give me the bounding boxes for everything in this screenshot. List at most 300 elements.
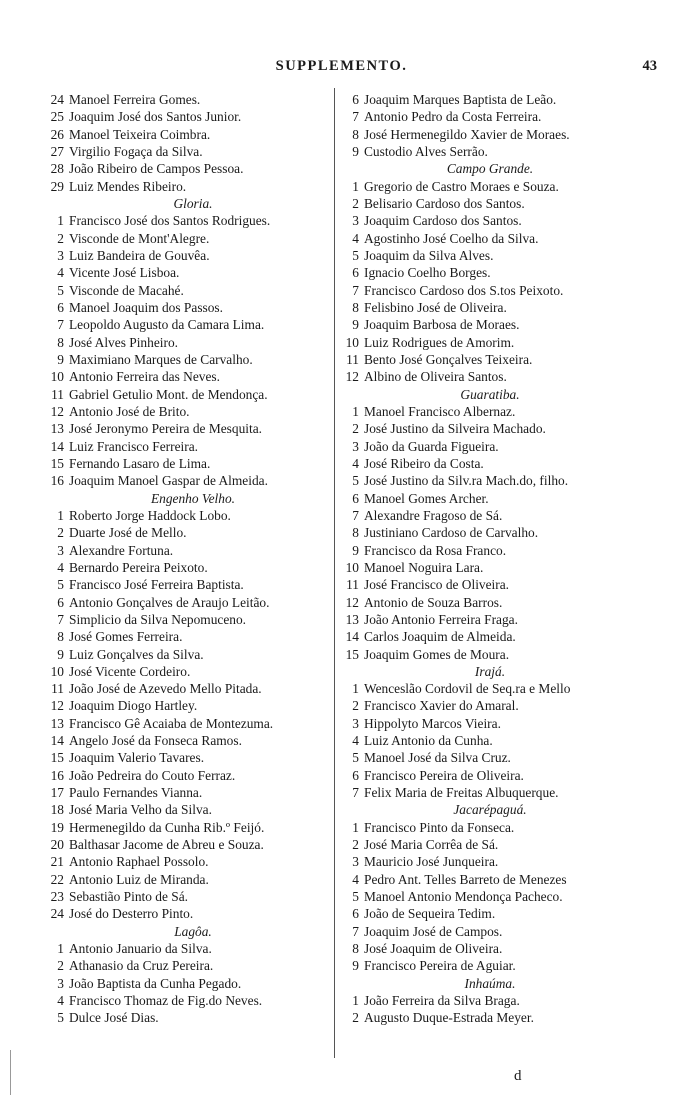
entry-name: Dulce José Dias. (69, 1010, 159, 1026)
list-item (335, 628, 635, 645)
list-item (40, 628, 336, 645)
entry-name: Manoel Noguira Lara. (364, 559, 484, 575)
list-item (40, 264, 336, 281)
list-item (335, 230, 635, 247)
entry-number: 6 (57, 299, 64, 315)
entry-name: Antonio José de Brito. (69, 403, 190, 419)
list-item (335, 108, 635, 125)
list-item (335, 836, 635, 853)
entry-name: Roberto Jorge Haddock Lobo. (69, 507, 231, 523)
list-item (335, 455, 635, 472)
entry-number: 16 (50, 767, 64, 783)
list-item (40, 351, 336, 368)
entry-name: Gregorio de Castro Moraes e Souza. (364, 178, 559, 194)
entry-number: 23 (50, 889, 64, 905)
entry-number: 12 (50, 698, 64, 714)
entry-number: 15 (345, 646, 359, 662)
entry-name: Ignacio Coelho Borges. (364, 265, 491, 281)
list-item (40, 975, 336, 992)
entry-number: 1 (352, 178, 359, 194)
entry-name: José Joaquim de Oliveira. (364, 941, 503, 957)
section-heading: Inhaúma. (464, 975, 516, 991)
list-item (40, 715, 336, 732)
entry-number: 14 (50, 438, 64, 454)
entry-name: Augusto Duque-Estrada Meyer. (364, 1010, 534, 1026)
entry-name: Bento José Gonçalves Teixeira. (364, 351, 533, 367)
entry-number: 8 (57, 334, 64, 350)
entry-number: 3 (352, 213, 359, 229)
list-item (40, 957, 336, 974)
list-item (335, 905, 635, 922)
entry-number: 9 (352, 317, 359, 333)
entry-number: 3 (352, 715, 359, 731)
list-item (40, 697, 336, 714)
entry-number: 4 (352, 733, 359, 749)
entry-number: 29 (50, 178, 64, 194)
list-item (40, 767, 336, 784)
list-item (40, 108, 336, 125)
entry-number: 17 (50, 785, 64, 801)
entry-name: Luiz Antonio da Cunha. (364, 733, 493, 749)
entry-name: Francisco Pereira de Oliveira. (364, 767, 524, 783)
list-item (335, 403, 635, 420)
entry-number: 21 (50, 854, 64, 870)
entry-number: 2 (57, 230, 64, 246)
section-heading: Engenho Velho. (150, 490, 236, 506)
entry-name: José Gomes Ferreira. (69, 629, 183, 645)
left-column (40, 91, 336, 1027)
list-item (40, 455, 336, 472)
list-item (40, 507, 336, 524)
list-item (40, 594, 336, 611)
entry-number: 24 (50, 906, 64, 922)
entry-number: 3 (352, 854, 359, 870)
list-item (40, 334, 336, 351)
list-item (40, 178, 336, 195)
page-title: SUPPLEMENTO. (275, 58, 408, 74)
entry-name: Visconde de Mont'Alegre. (69, 230, 210, 246)
entry-number: 3 (57, 975, 64, 991)
entry-name: Custodio Alves Serrão. (364, 143, 488, 159)
entry-name: Francisco Xavier do Amaral. (364, 698, 519, 714)
entry-number: 13 (50, 421, 64, 437)
entry-number: 2 (352, 421, 359, 437)
list-item (335, 126, 635, 143)
list-item (40, 143, 336, 160)
entry-number: 8 (352, 941, 359, 957)
entry-name: João José de Azevedo Mello Pitada. (69, 681, 262, 697)
list-item (335, 732, 635, 749)
entry-number: 6 (352, 265, 359, 281)
entry-number: 1 (352, 681, 359, 697)
entry-number: 27 (50, 143, 64, 159)
entry-number: 8 (352, 299, 359, 315)
entry-name: José Francisco de Oliveira. (364, 577, 510, 593)
entry-name: Joaquim da Silva Alves. (364, 247, 494, 263)
entry-name: Manoel Francisco Albernaz. (364, 403, 516, 419)
entry-number: 18 (50, 802, 64, 818)
list-item (40, 403, 336, 420)
entry-number: 7 (57, 317, 64, 333)
entry-number: 13 (345, 611, 359, 627)
entry-number: 2 (57, 958, 64, 974)
list-item (40, 472, 336, 489)
entry-number: 3 (352, 438, 359, 454)
entry-name: Mauricio José Junqueira. (364, 854, 499, 870)
entry-name: Manoel Antonio Mendonça Pacheco. (364, 889, 563, 905)
list-item (40, 853, 336, 870)
list-item (335, 923, 635, 940)
entry-number: 5 (57, 282, 64, 298)
entry-name: Angelo José da Fonseca Ramos. (69, 733, 242, 749)
entry-number: 1 (352, 993, 359, 1009)
entry-number: 9 (57, 351, 64, 367)
entry-name: Antonio Januario da Silva. (69, 941, 212, 957)
list-item (335, 507, 635, 524)
entry-number: 2 (352, 698, 359, 714)
list-item (335, 490, 635, 507)
list-item (335, 472, 635, 489)
entry-number: 11 (51, 386, 64, 402)
entry-name: Antonio de Souza Barros. (364, 594, 503, 610)
list-item (335, 438, 635, 455)
signature-mark: d (514, 1068, 522, 1084)
entry-name: Francisco Cardoso dos S.tos Peixoto. (364, 282, 564, 298)
entry-name: Manoel José da Silva Cruz. (364, 750, 511, 766)
page-number: 43 (642, 58, 657, 74)
list-item (335, 212, 635, 229)
list-item (40, 160, 336, 177)
list-item (335, 559, 635, 576)
entry-number: 5 (57, 577, 64, 593)
list-item (335, 853, 635, 870)
entry-number: 4 (352, 230, 359, 246)
entry-name: Felisbino José de Oliveira. (364, 299, 507, 315)
list-item (40, 992, 336, 1009)
list-item (40, 819, 336, 836)
entry-number: 5 (57, 1010, 64, 1026)
entry-number: 12 (50, 403, 64, 419)
list-item (40, 91, 336, 108)
entry-name: Joaquim Barbosa de Moraes. (364, 317, 520, 333)
list-item (40, 524, 336, 541)
entry-number: 4 (352, 455, 359, 471)
section-heading: Campo Grande. (446, 161, 534, 177)
entry-name: Francisco da Rosa Franco. (364, 542, 507, 558)
entry-name: José Hermenegildo Xavier de Moraes. (364, 126, 570, 142)
list-item (335, 749, 635, 766)
list-item (40, 368, 336, 385)
entry-name: Manoel Ferreira Gomes. (69, 92, 201, 107)
list-item (335, 316, 635, 333)
entry-name: José Alves Pinheiro. (69, 334, 178, 350)
entry-number: 7 (352, 923, 359, 939)
entry-name: Manoel Joaquim dos Passos. (69, 299, 223, 315)
entry-name: Albino de Oliveira Santos. (364, 369, 507, 385)
entry-name: João Pedreira do Couto Ferraz. (69, 767, 236, 783)
entry-name: Justiniano Cardoso de Carvalho. (364, 525, 539, 541)
list-item (40, 420, 336, 437)
entry-number: 12 (345, 594, 359, 610)
margin-rule (10, 1050, 11, 1095)
list-item (335, 576, 635, 593)
list-item (335, 888, 635, 905)
list-item (335, 542, 635, 559)
entry-name: José Maria Velho da Silva. (69, 802, 212, 818)
entry-number: 6 (352, 92, 359, 107)
list-item (335, 195, 635, 212)
entry-name: Wenceslão Cordovil de Seq.ra e Mello (364, 681, 571, 697)
list-item (40, 905, 336, 922)
list-item (40, 299, 336, 316)
entry-number: 1 (57, 941, 64, 957)
entry-name: Antonio Gonçalves de Araujo Leitão. (69, 594, 270, 610)
list-item (40, 611, 336, 628)
list-item (40, 680, 336, 697)
entry-name: Sebastião Pinto de Sá. (69, 889, 189, 905)
entry-name: José Justino da Silveira Machado. (364, 421, 546, 437)
entry-name: Francisco José Ferreira Baptista. (69, 577, 244, 593)
entry-name: Hippolyto Marcos Vieira. (364, 715, 501, 731)
list-item (335, 420, 635, 437)
entry-number: 8 (352, 126, 359, 142)
list-item (40, 732, 336, 749)
entry-name: Balthasar Jacome de Abreu e Souza. (69, 837, 264, 853)
entry-name: João Ribeiro de Campos Pessoa. (69, 161, 244, 177)
entry-name: Felix Maria de Freitas Albuquerque. (364, 785, 559, 801)
list-item (40, 559, 336, 576)
entry-number: 10 (50, 369, 64, 385)
entry-number: 4 (57, 265, 64, 281)
entry-name: Luiz Francisco Ferreira. (69, 438, 199, 454)
entry-name: Francisco Pinto da Fonseca. (364, 819, 515, 835)
section-heading: Lagôa. (174, 923, 212, 939)
entry-number: 7 (352, 282, 359, 298)
entry-number: 19 (50, 819, 64, 835)
entry-number: 2 (57, 525, 64, 541)
entry-number: 10 (50, 663, 64, 679)
entry-name: José Jeronymo Pereira de Mesquita. (69, 421, 263, 437)
list-item (40, 646, 336, 663)
entry-number: 6 (352, 906, 359, 922)
entry-name: Pedro Ant. Telles Barreto de Menezes (364, 871, 567, 887)
list-item (335, 940, 635, 957)
entry-number: 28 (50, 161, 64, 177)
list-item (40, 212, 336, 229)
entry-name: Joaquim Cardoso dos Santos. (364, 213, 522, 229)
list-item (335, 351, 635, 368)
list-item (40, 888, 336, 905)
list-item (335, 178, 635, 195)
list-item (40, 230, 336, 247)
entry-number: 25 (50, 109, 64, 125)
list-item (40, 126, 336, 143)
entry-number: 9 (57, 646, 64, 662)
list-item (335, 680, 635, 697)
list-item (335, 871, 635, 888)
list-item (335, 282, 635, 299)
entry-number: 3 (57, 247, 64, 263)
entry-number: 1 (352, 819, 359, 835)
entry-name: Antonio Raphael Possolo. (69, 854, 209, 870)
entry-number: 5 (352, 247, 359, 263)
entry-name: José Maria Corrêa de Sá. (364, 837, 499, 853)
entry-number: 8 (57, 629, 64, 645)
entry-number: 22 (50, 871, 64, 887)
list-item (335, 264, 635, 281)
entry-number: 7 (352, 785, 359, 801)
list-item (335, 299, 635, 316)
entry-name: José Ribeiro da Costa. (364, 455, 484, 471)
entry-name: Alexandre Fragoso de Sá. (364, 507, 503, 523)
list-item (335, 524, 635, 541)
entry-name: Joaquim Gomes de Moura. (364, 646, 510, 662)
entry-name: Luiz Gonçalves da Silva. (69, 646, 204, 662)
entry-number: 11 (346, 577, 359, 593)
entry-name: Francisco Gê Acaiaba de Montezuma. (69, 715, 274, 731)
list-item (335, 143, 635, 160)
entry-name: Carlos Joaquim de Almeida. (364, 629, 516, 645)
section-heading: Jacarépaguá. (453, 802, 527, 818)
entry-name: Visconde de Macahé. (69, 282, 184, 298)
entry-number: 10 (345, 559, 359, 575)
list-item (335, 715, 635, 732)
entry-number: 1 (57, 213, 64, 229)
entry-number: 13 (50, 715, 64, 731)
entry-name: Luiz Rodrigues de Amorim. (364, 334, 515, 350)
entry-name: João de Sequeira Tedim. (364, 906, 496, 922)
entry-number: 1 (57, 507, 64, 523)
list-item (335, 957, 635, 974)
entry-name: Paulo Fernandes Vianna. (69, 785, 203, 801)
entry-name: Simplicio da Silva Nepomuceno. (69, 611, 247, 627)
list-item (335, 784, 635, 801)
entry-name: Joaquim Diogo Hartley. (69, 698, 198, 714)
list-item (335, 1009, 635, 1026)
entry-name: Hermenegildo da Cunha Rib.º Feijó. (69, 819, 265, 835)
entry-name: Joaquim Manoel Gaspar de Almeida. (69, 473, 268, 489)
entry-name: Gabriel Getulio Mont. de Mendonça. (69, 386, 268, 402)
list-item (335, 767, 635, 784)
entry-number: 14 (50, 733, 64, 749)
list-item (40, 749, 336, 766)
entry-number: 9 (352, 958, 359, 974)
list-item (335, 91, 635, 108)
list-item (40, 871, 336, 888)
entry-number: 9 (352, 143, 359, 159)
entry-name: Antonio Pedro da Costa Ferreira. (364, 109, 542, 125)
entry-name: Francisco Pereira de Aguiar. (364, 958, 516, 974)
section-heading: Gloria. (173, 195, 213, 211)
entry-number: 2 (352, 837, 359, 853)
list-item (335, 368, 635, 385)
list-item (335, 334, 635, 351)
entry-number: 6 (57, 594, 64, 610)
entry-name: Manoel Teixeira Coimbra. (69, 126, 211, 142)
section-heading: Guaratiba. (460, 386, 520, 402)
entry-name: Joaquim Marques Baptista de Leão. (364, 92, 557, 107)
entry-number: 6 (352, 767, 359, 783)
entry-number: 4 (57, 559, 64, 575)
section-heading: Irajá. (474, 663, 506, 679)
entry-name: Joaquim José dos Santos Junior. (69, 109, 242, 125)
list-item (335, 247, 635, 264)
entry-name: José Justino da Silv.ra Mach.do, filho. (364, 473, 569, 489)
entry-name: Alexandre Fortuna. (69, 542, 174, 558)
entry-name: Bernardo Pereira Peixoto. (69, 559, 208, 575)
entry-name: Luiz Mendes Ribeiro. (69, 178, 187, 194)
entry-name: Francisco José dos Santos Rodrigues. (69, 213, 271, 229)
entry-name: Francisco Thomaz de Fig.do Neves. (69, 993, 263, 1009)
entry-name: Maximiano Marques de Carvalho. (69, 351, 253, 367)
entry-number: 20 (50, 837, 64, 853)
list-item (40, 316, 336, 333)
entry-number: 10 (345, 334, 359, 350)
entry-number: 9 (352, 542, 359, 558)
list-item (40, 940, 336, 957)
entry-name: Joaquim Valerio Tavares. (69, 750, 205, 766)
entry-number: 5 (352, 889, 359, 905)
entry-number: 12 (345, 369, 359, 385)
entry-name: Belisario Cardoso dos Santos. (364, 195, 525, 211)
list-item (40, 438, 336, 455)
entry-number: 16 (50, 473, 64, 489)
list-item (335, 992, 635, 1009)
list-item (335, 697, 635, 714)
entry-number: 6 (352, 490, 359, 506)
entry-name: Antonio Ferreira das Neves. (69, 369, 220, 385)
entry-name: Virgilio Fogaça da Silva. (69, 143, 203, 159)
entry-name: Fernando Lasaro de Lima. (69, 455, 211, 471)
list-item (40, 282, 336, 299)
entry-name: Leopoldo Augusto da Camara Lima. (69, 317, 265, 333)
entry-number: 15 (50, 455, 64, 471)
entry-name: Duarte José de Mello. (69, 525, 187, 541)
entry-name: Joaquim José de Campos. (364, 923, 503, 939)
list-item (40, 542, 336, 559)
entry-number: 8 (352, 525, 359, 541)
entry-name: João da Guarda Figueira. (364, 438, 499, 454)
list-item (335, 646, 635, 663)
entry-name: José Vicente Cordeiro. (69, 663, 191, 679)
list-item (335, 611, 635, 628)
entry-number: 7 (352, 507, 359, 523)
entry-name: Athanasio da Cruz Pereira. (69, 958, 214, 974)
entry-number: 3 (57, 542, 64, 558)
entry-number: 2 (352, 1010, 359, 1026)
list-item (40, 386, 336, 403)
entry-number: 7 (57, 611, 64, 627)
entry-name: José do Desterro Pinto. (69, 906, 194, 922)
entry-number: 26 (50, 126, 64, 142)
entry-name: Vicente José Lisboa. (69, 265, 180, 281)
entry-name: João Ferreira da Silva Braga. (364, 993, 520, 1009)
entry-name: Manoel Gomes Archer. (364, 490, 489, 506)
right-column (335, 91, 635, 1027)
entry-name: Agostinho José Coelho da Silva. (364, 230, 539, 246)
list-item (40, 836, 336, 853)
entry-number: 24 (50, 92, 64, 107)
entry-number: 2 (352, 195, 359, 211)
entry-number: 7 (352, 109, 359, 125)
entry-number: 14 (345, 629, 359, 645)
list-item (40, 801, 336, 818)
list-item (40, 784, 336, 801)
entry-name: João Baptista da Cunha Pegado. (69, 975, 242, 991)
entry-number: 4 (57, 993, 64, 1009)
entry-number: 1 (352, 403, 359, 419)
list-item (335, 819, 635, 836)
